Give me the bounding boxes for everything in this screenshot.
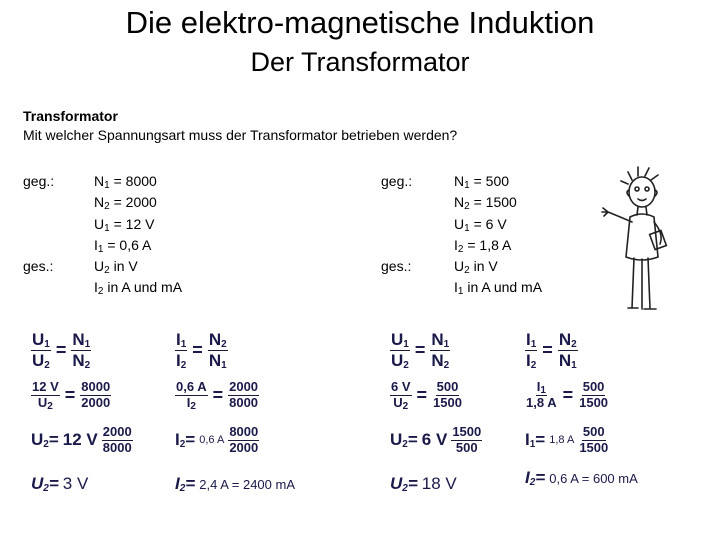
right-n1: $N_1 = 500$ [454, 173, 510, 191]
right-u-result: $U_2=$ 18 V [390, 474, 457, 494]
right-i-formula-2: $\frac{I_1}{1,8 A}$ = $\frac{500}{1500}$ [526, 379, 609, 410]
left-values [94, 171, 182, 299]
right-i-formula-1: $\frac{I_1}{I_2}$ = $\frac{N_2}{N_1}$ [526, 330, 577, 371]
left-geg-label: geg.: [23, 173, 55, 189]
mascot-figure-icon [600, 162, 690, 322]
left-ges-i2: $I_2$ in A und mA [94, 279, 183, 298]
right-ges-label: ges.: [381, 258, 412, 274]
right-u-formula-3: $U_2=$ 6 V 1500 500 [390, 424, 482, 455]
left-i-result: $I_2=$ 2,4 A = 2400 mA [175, 474, 296, 494]
right-geg-label: geg.: [381, 173, 413, 189]
page-subtitle: Der Transformator [250, 47, 470, 77]
left-i-formula-3: $I_2=$ 0,6 A 8000 2000 [175, 424, 259, 455]
right-i-formula-3: $I_1=$ 1,8 A 500 1500 [525, 424, 609, 455]
left-u-formula-1: $\frac{U_1}{U_2}$ = $\frac{N_1}{N_2}$ [32, 330, 91, 371]
right-n2: $N_2 = 1500$ [454, 194, 517, 213]
page-title: Die elektro-magnetische Induktion [125, 5, 595, 40]
left-ges-label: ges.: [23, 258, 54, 274]
right-values [454, 171, 542, 299]
left-i-formula-1: $\frac{I_1}{I_2}$ = $\frac{N_2}{N_1}$ [176, 330, 227, 371]
question-text: Mit welcher Spannungsart muss der Transformator betrieben werden? [23, 127, 458, 143]
frac-num: $U_1$ [32, 330, 50, 350]
left-n1: $N_1 = 8000$ [94, 173, 157, 191]
right-i-result: $I_2=$ 0,6 A = 600 mA [525, 468, 638, 488]
right-u-formula-2: $\frac{6 V}{U_2}$ = $\frac{500}{1500}$ [391, 379, 462, 412]
right-i2: $I_2 = 1,8$ A [454, 236, 512, 255]
left-ges-u2: $U_2$ in V [94, 258, 138, 277]
section-title: Transformator [23, 108, 118, 124]
right-u-formula-1: $\frac{U_1}{U_2}$ = $\frac{N_1}{N_2}$ [391, 330, 450, 371]
right-u1: $U_1 = 6$ V [454, 215, 507, 234]
left-i1: $I_1 = 0,6$ A [94, 236, 152, 255]
left-n2: $N_2 = 2000$ [94, 194, 157, 213]
frac-den: $U_2$ [32, 350, 50, 371]
left-u1: $U_1 = 12$ V [94, 215, 155, 234]
left-i-formula-2: $\frac{0,6 A}{I_2}$ = $\frac{2000}{8000}$ [176, 379, 259, 412]
left-u-formula-2: $\frac{12 V}{U_2}$ = $\frac{8000}{2000}$ [32, 379, 111, 412]
right-ges-u2: $U_2$ in V [454, 258, 498, 277]
left-u-formula-3: $U_2=$ 12 V 2000 8000 [31, 424, 132, 455]
left-u-result: $U_2=$ 3 V [31, 474, 89, 494]
right-ges-i1: $I_1$ in A und mA [454, 279, 543, 298]
